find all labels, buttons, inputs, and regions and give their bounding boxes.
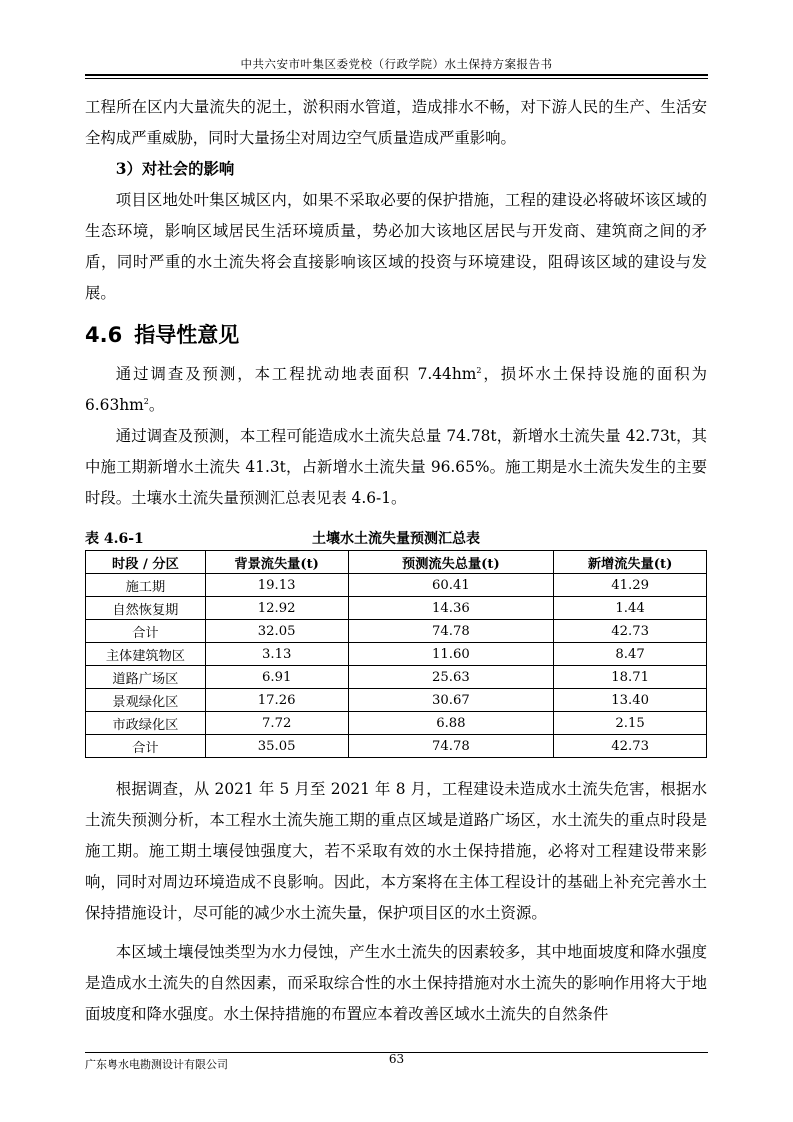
table-title: 土壤水土流失量预测汇总表	[312, 531, 480, 547]
table-cell: 32.05	[205, 620, 348, 643]
table-header-row	[86, 551, 707, 574]
section-heading	[85, 317, 707, 353]
table-cell: 3.13	[205, 643, 348, 666]
footer-company: 广东粤水电勘测设计有限公司	[85, 1058, 228, 1071]
header-period-zone: 时段 / 分区	[86, 551, 206, 574]
paragraph-loss-total: 通过调查及预测，本工程可能造成水土流失总量 74.78t，新增水土流失量 42.73t，其中施工期新增水土流失 41.3t，占新增水土流失量 96.65%。施工期是水土流失发生的主要时段。土壤水土流失量预测汇总表见表 4.6-1。	[85, 427, 707, 507]
table-cell: 2.15	[554, 712, 707, 735]
table-row	[86, 666, 707, 689]
header-rule-thin	[85, 78, 708, 79]
table-cell: 合计	[86, 735, 206, 758]
table-cell: 25.63	[348, 666, 554, 689]
table-row	[86, 574, 707, 597]
table-cell: 42.73	[554, 735, 707, 758]
header-rule	[85, 74, 708, 76]
subheading-social-impact: 3）对社会的影响	[115, 160, 235, 178]
section-title: 指导性意见	[134, 323, 240, 347]
table-cell: 19.13	[205, 574, 348, 597]
section-number: 4.6	[85, 323, 123, 347]
table-cell: 18.71	[554, 666, 707, 689]
table-cell: 42.73	[554, 620, 707, 643]
table-cell: 合计	[86, 620, 206, 643]
header-predicted-loss: 预测流失总量(t)	[348, 551, 554, 574]
table-cell: 施工期	[86, 574, 206, 597]
disturbed-area-text: 通过调查及预测，本工程扰动地表面积 7.44hm	[115, 365, 477, 383]
paragraph-erosion-type: 本区域土壤侵蚀类型为水力侵蚀，产生水土流失的因素较多，其中地面坡度和降水强度是造成水土流失的自然因素，而采取综合性的水土保持措施对水土流失的影响作用将大于地面坡度和降水强度。水土保持措施的布置应本着改善区域水土流失的自然条件	[85, 943, 707, 1023]
page-body	[85, 92, 707, 1030]
page-number: 63	[388, 1052, 405, 1066]
header-background-loss: 背景流失量(t)	[205, 551, 348, 574]
paragraph-disturbed-area	[85, 359, 707, 421]
table-row	[86, 689, 707, 712]
damaged-area-text: ，损坏水土保持设施的面积为 6.63hm	[85, 365, 707, 414]
table-cell: 主体建筑物区	[86, 643, 206, 666]
table-cell: 35.05	[205, 735, 348, 758]
table-row	[86, 620, 707, 643]
table-cell: 8.47	[554, 643, 707, 666]
superscript-2: 2	[476, 365, 482, 375]
table-cell: 景观绿化区	[86, 689, 206, 712]
table-row	[86, 712, 707, 735]
table-cell: 13.40	[554, 689, 707, 712]
table-cell: 7.72	[205, 712, 348, 735]
table-cell: 30.67	[348, 689, 554, 712]
superscript-2: 2	[143, 396, 149, 406]
table-row	[86, 597, 707, 620]
header-new-loss: 新增流失量(t)	[554, 551, 707, 574]
table-cell: 6.88	[348, 712, 554, 735]
table-cell: 1.44	[554, 597, 707, 620]
paragraph-environment-impact: 工程所在区内大量流失的泥土，淤积雨水管道，造成排水不畅，对下游人民的生产、生活安全构成严重威胁，同时大量扬尘对周边空气质量造成严重影响。	[85, 98, 707, 147]
table-cell: 74.78	[348, 735, 554, 758]
table-cell: 12.92	[205, 597, 348, 620]
table-cell: 74.78	[348, 620, 554, 643]
table-row	[86, 643, 707, 666]
table-cell: 14.36	[348, 597, 554, 620]
paragraph-social-impact: 项目区地处叶集区城区内，如果不采取必要的保护措施，工程的建设必将破坏该区域的生态环境，影响区域居民生活环境质量，势必加大该地区居民与开发商、建筑商之间的矛盾，同时严重的水土流失将会直接影响该区域的投资与环境建设，阻碍该区域的建设与发展。	[85, 191, 707, 302]
soil-loss-table	[85, 550, 707, 758]
table-number: 表 4.6-1	[85, 531, 144, 547]
table-cell: 道路广场区	[86, 666, 206, 689]
paragraph-survey-analysis: 根据调查，从 2021 年 5 月至 2021 年 8 月，工程建设未造成水土流失危害，根据水土流失预测分析，本工程水土流失施工期的重点区域是道路广场区，水土流失的重点时段是施工期。施工期土壤侵蚀强度大，若不采取有效的水土保持措施，必将对工程建设带来影响，同时对周边环境造成不良影响。因此，本方案将在主体工程设计的基础上补充完善水土保持措施设计，尽可能的减少水土流失量，保护项目区的水土资源。	[85, 780, 707, 922]
table-cell: 自然恢复期	[86, 597, 206, 620]
table-cell: 市政绿化区	[86, 712, 206, 735]
table-cell: 11.60	[348, 643, 554, 666]
table-caption	[85, 526, 707, 548]
period-text: 。	[148, 396, 165, 414]
table-row	[86, 735, 707, 758]
running-header: 中共六安市叶集区委党校（行政学院）水土保持方案报告书	[240, 57, 553, 71]
table-cell: 60.41	[348, 574, 554, 597]
table-cell: 6.91	[205, 666, 348, 689]
table-cell: 41.29	[554, 574, 707, 597]
table-cell: 17.26	[205, 689, 348, 712]
